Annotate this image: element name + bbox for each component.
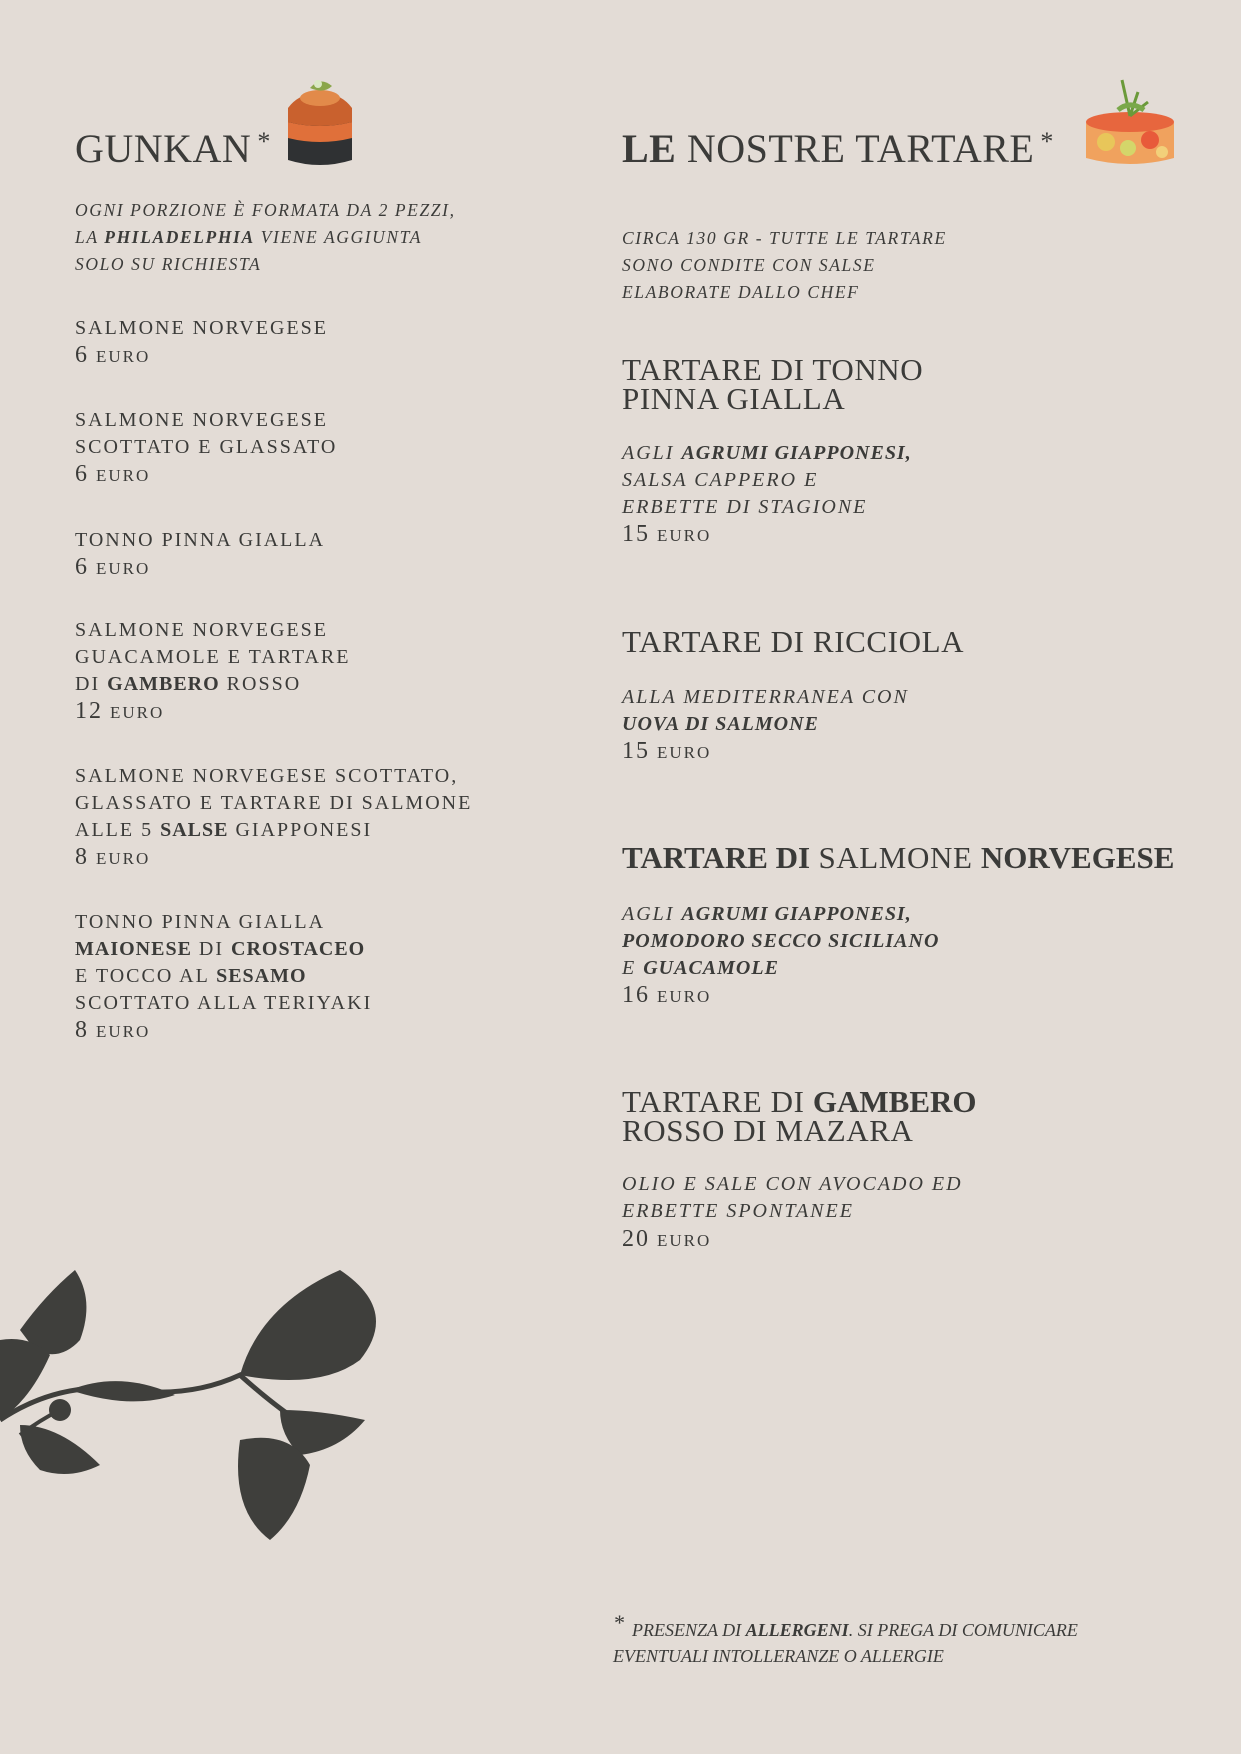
leaves-branch-decoration [0, 1250, 400, 1550]
tartare-item-description: OLIO E SALE CON AVOCADO ED ERBETTE SPONTANEE [622, 1173, 963, 1222]
price: 8 EURO [75, 1017, 151, 1043]
tartare-item-title: TARTARE DI GAMBERO ROSSO DI MAZARA [622, 1084, 977, 1148]
price: 6 EURO [75, 461, 151, 487]
tartare-title: LE NOSTRE TARTARE * [622, 126, 1054, 171]
price: 6 EURO [75, 554, 151, 580]
gunkan-item: SALMONE NORVEGESE 6 EURO [75, 317, 328, 368]
gunkan-item: SALMONE NORVEGESE SCOTTATO E GLASSATO 6 EURO [75, 409, 338, 487]
price: 20 EURO [622, 1226, 712, 1252]
gunkan-item: SALMONE NORVEGESE GUACAMOLE E TARTARE DI GAMBERO ROSSO 12 EURO [75, 619, 351, 724]
tartare-dish-icon [1078, 72, 1182, 176]
price: 15 EURO [622, 738, 712, 764]
gunkan-item: TONNO PINNA GIALLA 6 EURO [75, 529, 326, 580]
price: 12 EURO [75, 698, 165, 724]
allergen-footnote: * PRESENZA DI ALLERGENI. SI PREGA DI COMUNICARE EVENTUALI INTOLLERANZE O ALLERGIE [613, 1610, 1078, 1666]
gunkan-item: SALMONE NORVEGESE SCOTTATO, GLASSATO E TARTARE DI SALMONE ALLE 5 SALSE GIAPPONESI 8 EURO [75, 765, 473, 870]
price: 16 EURO [622, 982, 712, 1008]
tartare-item-title: TARTARE DI TONNO PINNA GIALLA [622, 352, 924, 416]
gunkan-item: TONNO PINNA GIALLA MAIONESE DI CROSTACEO E TOCCO AL SESAMO SCOTTATO ALLA TERIYAKI 8 EURO [75, 911, 373, 1043]
tartare-item-description: ALLA MEDITERRANEA CON UOVA DI SALMONE [622, 686, 909, 735]
price: 8 EURO [75, 844, 151, 870]
tartare-item-description: AGLI AGRUMI GIAPPONESI, SALSA CAPPERO E ERBETTE DI STAGIONE [622, 442, 912, 518]
gunkan-sushi-icon [280, 72, 360, 172]
gunkan-title: GUNKAN * [75, 126, 271, 171]
gunkan-intro: OGNI PORZIONE È FORMATA DA 2 PEZZI, LA PHILADELPHIA VIENE AGGIUNTA SOLO SU RICHIESTA [75, 200, 456, 274]
tartare-item-title: TARTARE DI RICCIOLA [622, 624, 965, 659]
price: 15 EURO [622, 521, 712, 547]
price: 6 EURO [75, 342, 151, 368]
tartare-intro: CIRCA 130 GR - TUTTE LE TARTARE SONO CONDITE CON SALSE ELABORATE DALLO CHEF [622, 228, 947, 302]
tartare-item-description: AGLI AGRUMI GIAPPONESI, POMODORO SECCO SICILIANO E GUACAMOLE [622, 903, 940, 979]
tartare-item-title: TARTARE DI SALMONE NORVEGESE [622, 840, 1175, 875]
